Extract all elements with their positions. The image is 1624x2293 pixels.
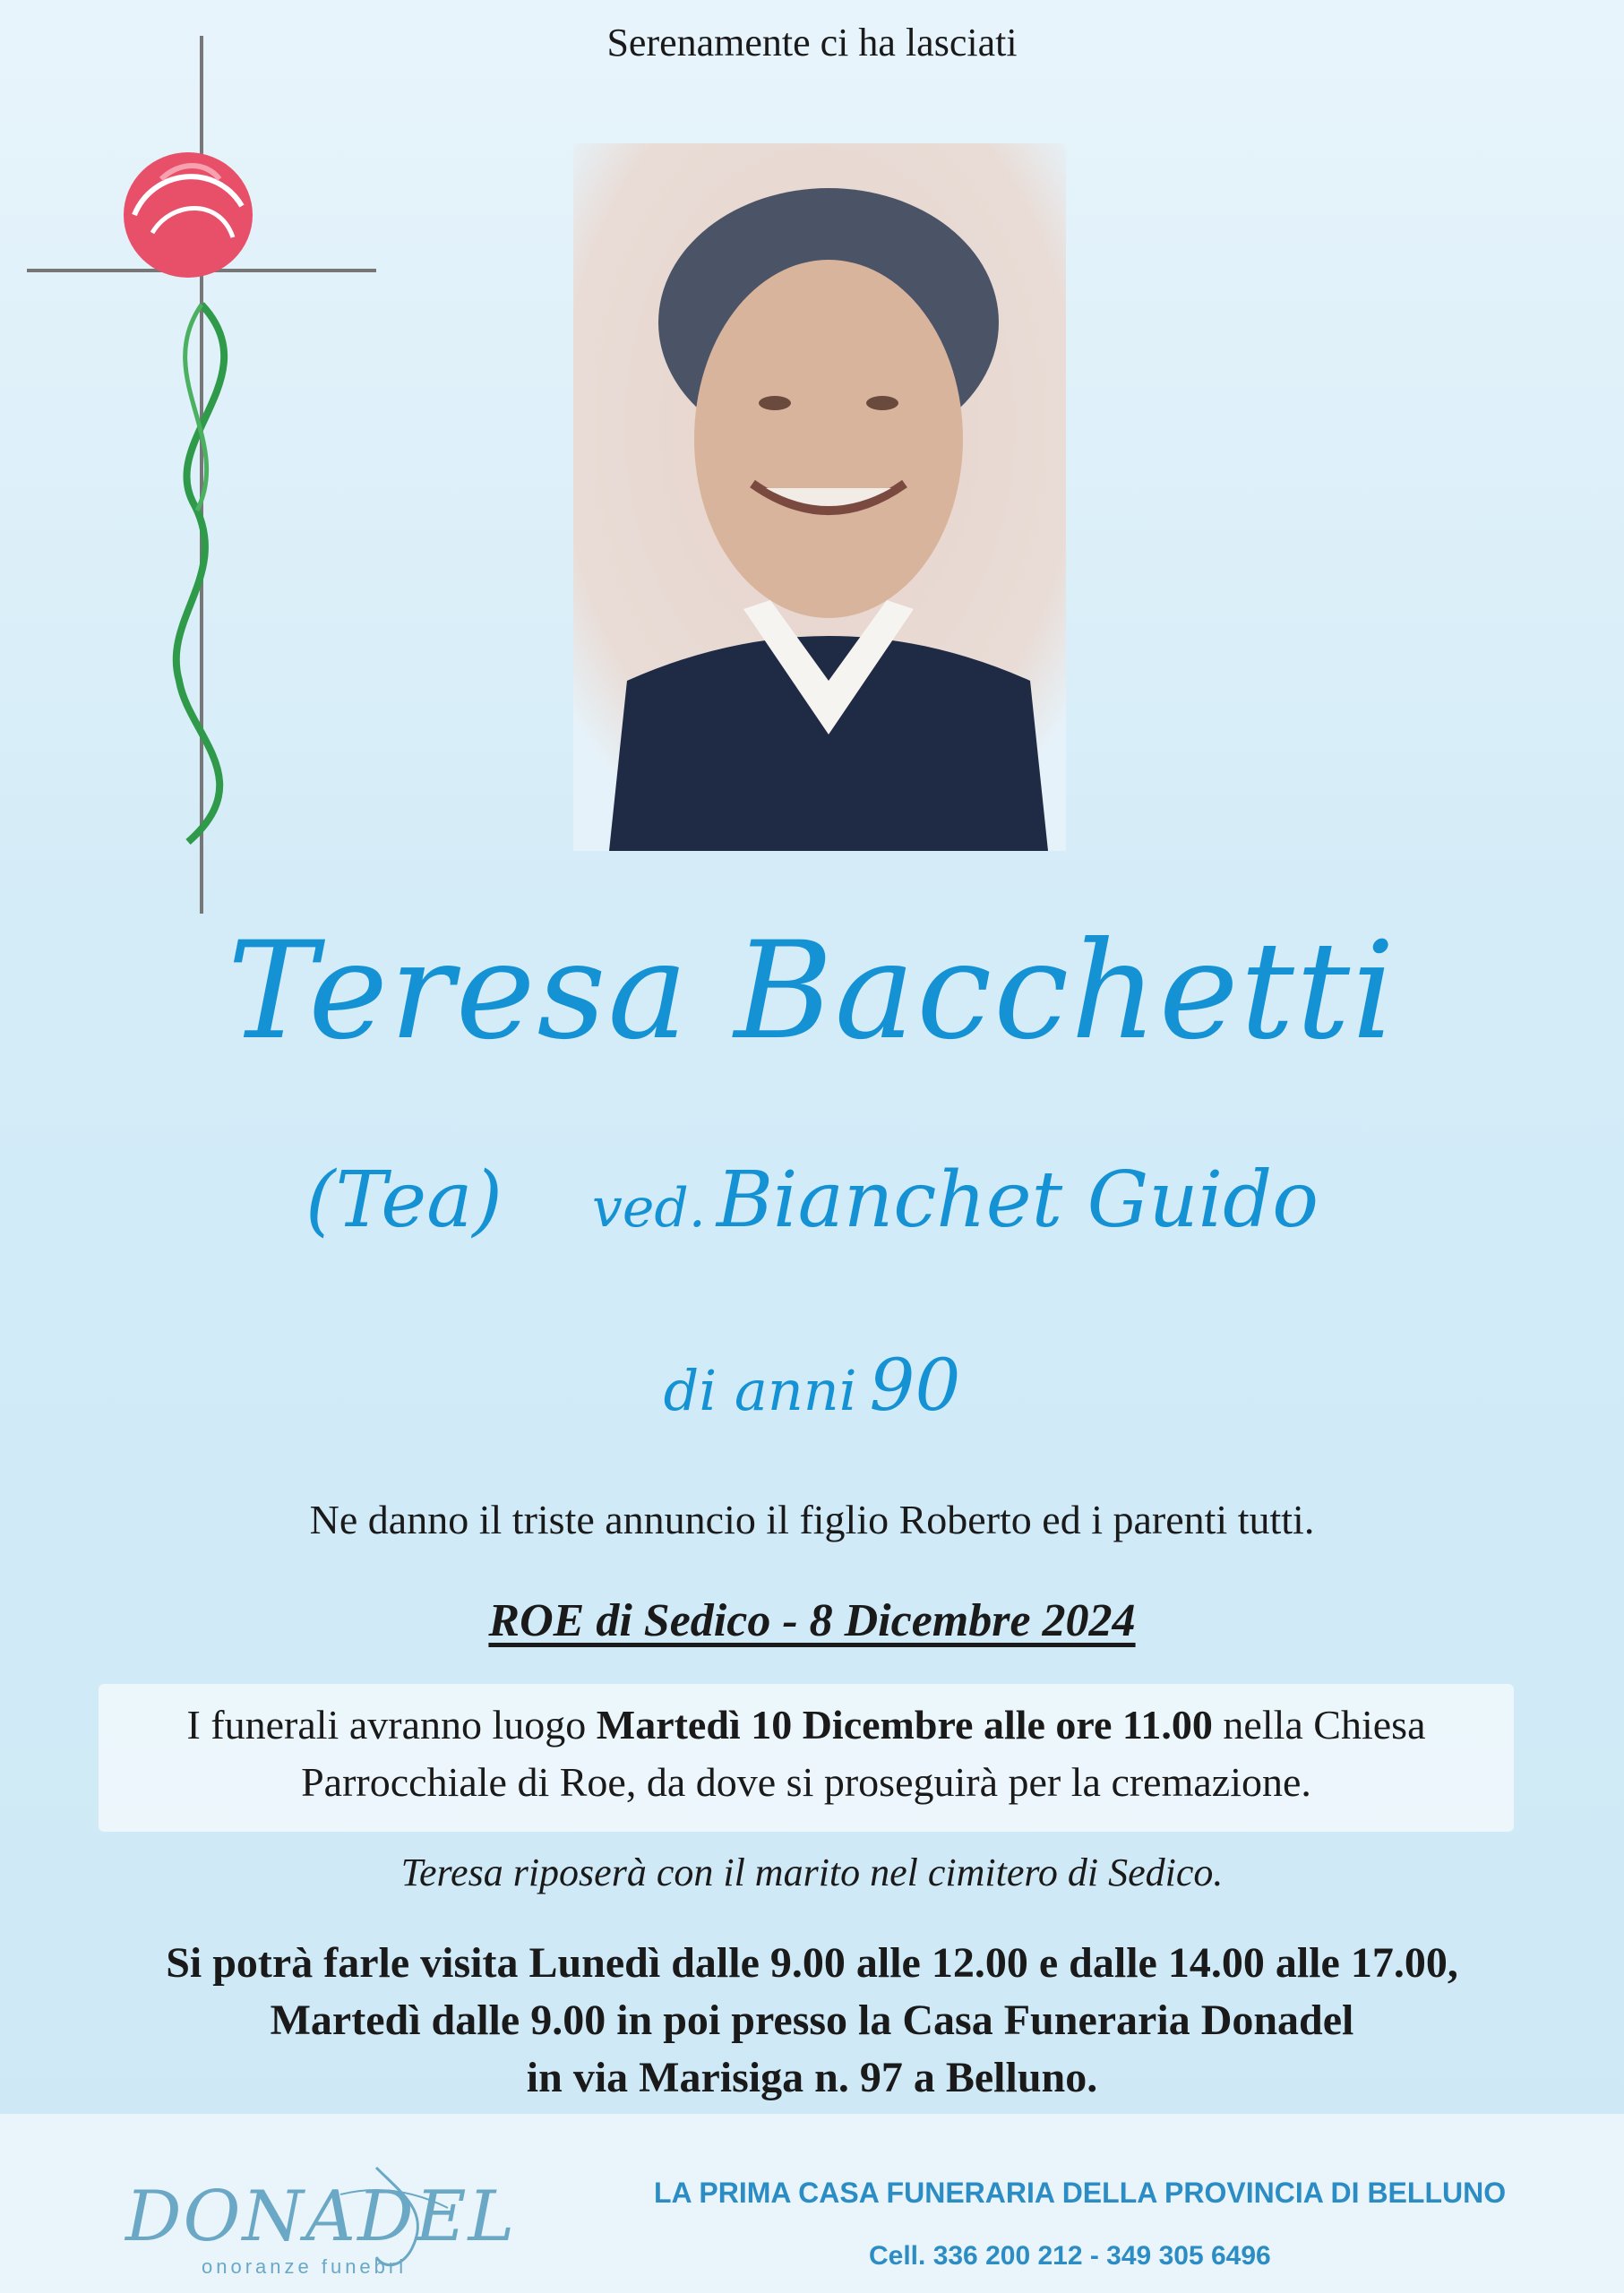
rose-icon bbox=[124, 152, 253, 278]
funeral-line-1 bbox=[99, 1696, 1514, 1754]
widow-prefix: ved. bbox=[591, 1177, 706, 1240]
logo-subtitle: onoranze funebri bbox=[202, 2255, 408, 2278]
footer bbox=[0, 2114, 1624, 2293]
place-date-text: ROE di Sedico - 8 Dicembre 2024 bbox=[488, 1595, 1136, 1646]
funeral-time: Martedì 10 Dicembre alle ore 11.00 bbox=[596, 1702, 1213, 1748]
tagline: Serenamente ci ha lasciati bbox=[606, 21, 1018, 64]
spouse-name: Bianchet Guido bbox=[716, 1155, 1319, 1245]
deceased-name: Teresa Bacchetti bbox=[227, 914, 1397, 1069]
visit-info bbox=[0, 1935, 1624, 2107]
place-date bbox=[0, 1594, 1624, 1647]
cross-rose-icon bbox=[27, 36, 376, 914]
logo-name: DONADEL bbox=[125, 2177, 517, 2257]
funeral-post: nella Chiesa bbox=[1212, 1702, 1426, 1748]
funeral-pre: I funerali avranno luogo bbox=[186, 1702, 597, 1748]
footer-phone: Cell. 336 200 212 - 349 305 6496 bbox=[869, 2241, 1271, 2271]
announcement: Ne danno il triste annuncio il figlio Roberto ed i parenti tutti. bbox=[309, 1497, 1315, 1542]
subname-line bbox=[0, 1155, 1624, 1245]
age-label: di anni bbox=[663, 1358, 857, 1423]
visit-line-3: in via Marisiga n. 97 a Belluno. bbox=[526, 2054, 1098, 2101]
visit-line-1: Si potrà farle visita Lunedì dalle 9.00 alle 12.00 e dalle 14.00 alle 17.00, bbox=[166, 1939, 1458, 1987]
footer-title: LA PRIMA CASA FUNERARIA DELLA PROVINCIA DI BELLUNO bbox=[654, 2177, 1507, 2209]
rest-note: Teresa riposerà con il marito nel cimitero di Sedico. bbox=[400, 1851, 1224, 1894]
funeral-line-2: Parrocchiale di Roe, da dove si proseguirà per la cremazione. bbox=[301, 1759, 1311, 1805]
visit-line-2: Martedì dalle 9.00 in poi presso la Casa Funeraria Donadel bbox=[270, 1997, 1354, 2044]
portrait-photo bbox=[573, 143, 1066, 851]
age-line bbox=[0, 1344, 1624, 1427]
nickname: (Tea) bbox=[305, 1155, 503, 1245]
age-value: 90 bbox=[869, 1344, 961, 1427]
funeral-info bbox=[99, 1684, 1514, 1832]
